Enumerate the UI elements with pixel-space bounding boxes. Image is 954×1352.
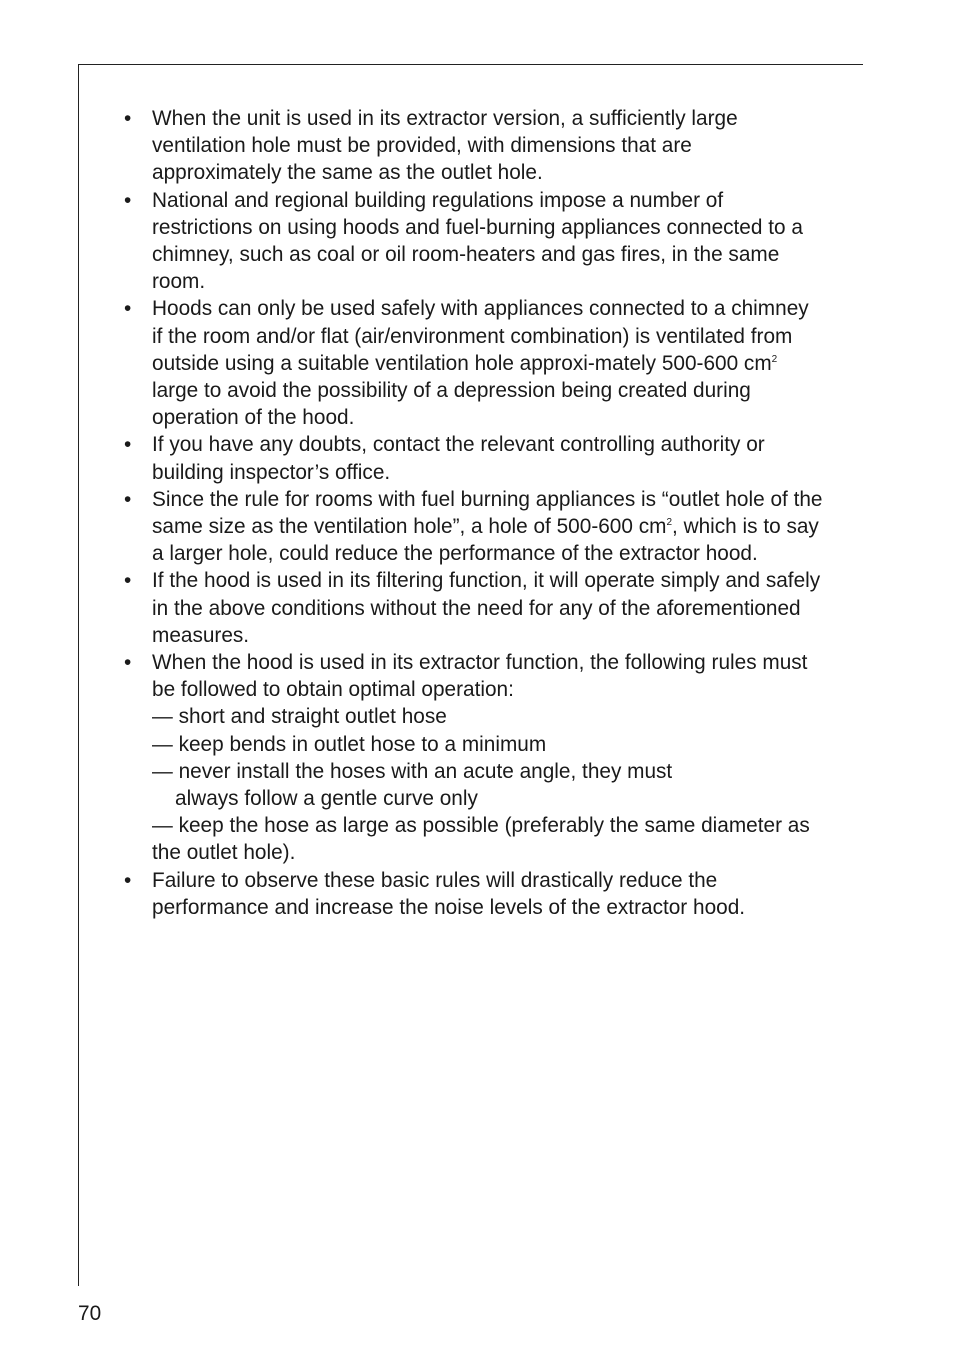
list-item (124, 431, 824, 485)
list-item-text-part: Since the rule for rooms with fuel burning appliances is “outlet hole of the same size as the ventilation hole”, a hole of 500-600 cm (152, 487, 823, 539)
list-item (124, 295, 824, 431)
list-item-text: If you have any doubts, contact the relevant controlling authority or building inspector’s office. (152, 433, 765, 484)
bullet-icon: • (124, 297, 132, 321)
sub-item: — short and straight outlet hose (152, 705, 447, 729)
bullet-icon: • (124, 107, 132, 130)
list-item-text: Failure to observe these basic rules will drastically reduce the performance and increase the noise levels of the extractor hood. (152, 868, 746, 919)
bullet-icon: • (124, 433, 132, 457)
list-item (124, 486, 824, 568)
bullet-icon: • (124, 868, 132, 892)
list-item-text (152, 486, 824, 568)
left-rule (78, 64, 79, 1286)
list-item-text: National and regional building regulations impose a number of restrictions on using hoods and fuel-burning appliances connected to a chimney, such as coal or oil room-heaters and gas fires, in the same room. (152, 188, 803, 294)
list-item-text: When the hood is used in its extractor function, the following rules must be followed to obtain optimal operation: (152, 651, 808, 702)
sub-item: — never install the hoses with an acute angle, they must (152, 759, 673, 783)
sub-item: — keep bends in outlet hose to a minimum (152, 732, 547, 756)
superscript: 2 (666, 517, 673, 529)
list-item-text (152, 295, 824, 431)
list-item-text: When the unit is used in its extractor version, a sufficiently large ventilation hole must be provided, with dimensions that are approximately the same as the outlet hole. (152, 107, 738, 185)
list-item (124, 567, 824, 649)
bullet-icon: • (124, 569, 132, 593)
sub-item: — keep the hose as large as possible (preferably the same diameter as the outlet hole). (152, 814, 810, 865)
bullet-icon: • (124, 188, 132, 212)
page-number: 70 (78, 1302, 102, 1325)
top-rule (78, 64, 863, 65)
list-item-text: If the hood is used in its filtering function, it will operate simply and safely in the above conditions without the need for any of the aforementioned measures. (152, 569, 821, 647)
sub-item-continuation: always follow a gentle curve only (175, 787, 478, 811)
list-item (124, 649, 824, 867)
list-item (124, 867, 824, 921)
instructions-list (124, 105, 824, 921)
bullet-icon: • (124, 487, 132, 511)
list-item (124, 105, 824, 187)
list-item-text-part: Hoods can only be used safely with appliances connected to a chimney if the room and/or flat (air/environment combination) is ventilated from outside using a suitable ventilation hole approxi-mately 500-600 cm (152, 297, 809, 375)
bullet-icon: • (124, 651, 132, 675)
superscript: 2 (771, 353, 778, 365)
list-item-text-part: large to avoid the possibility of a depression being created during operation of the hood. (152, 379, 751, 430)
list-item (124, 187, 824, 296)
list-item-text-part: , which is to say a larger hole, could reduce the performance of the extractor hood. (152, 515, 819, 566)
